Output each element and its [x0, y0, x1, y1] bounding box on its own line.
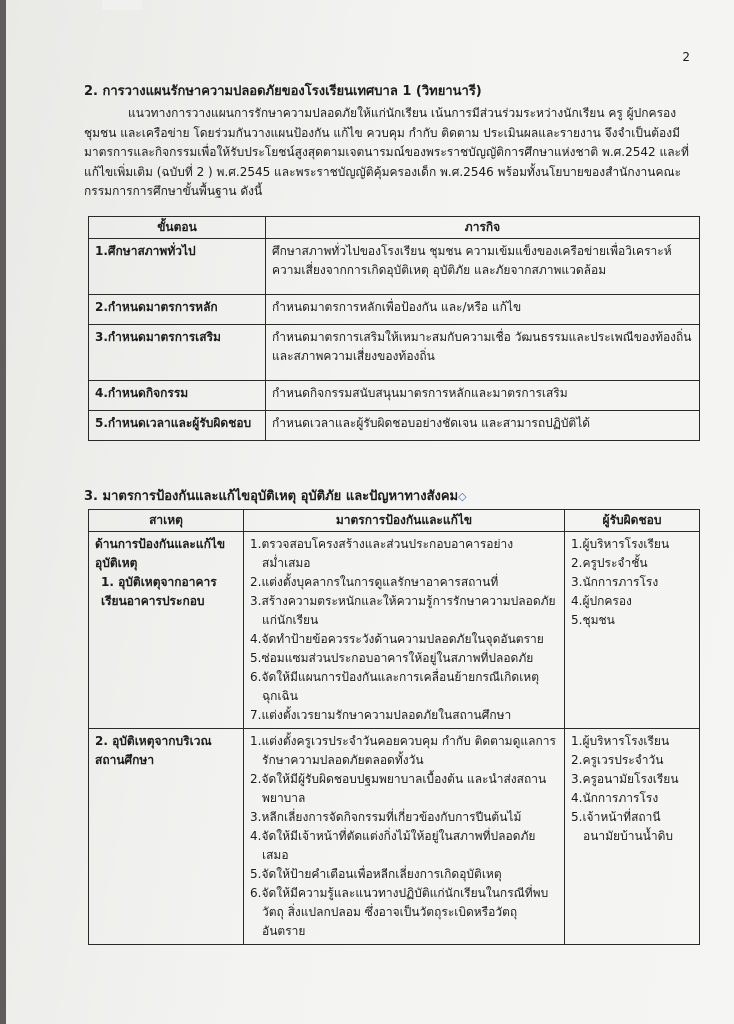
table-row: [89, 411, 700, 441]
measure-item: 5.ซ่อมแซมส่วนประกอบอาคารให้อยู่ในสภาพที่ปลอดภัย: [250, 651, 534, 665]
cause-cell: [89, 729, 244, 945]
responsible-item: 2.ครูเวรประจำวัน: [571, 753, 664, 767]
section3-heading-text: 3. มาตรการป้องกันและแก้ไขอุบัติเหตุ อุบัติภัย และปัญหาทางสังคม: [84, 489, 459, 504]
responsible-item: 3.ครูอนามัยโรงเรียน: [571, 772, 679, 786]
measures-table: [88, 509, 700, 945]
table-row: [89, 325, 700, 381]
steps-table: [88, 216, 700, 441]
responsible-cell: [565, 532, 700, 729]
diamond-icon: ◇: [458, 490, 467, 503]
responsible-item: 5.เจ้าหน้าที่สถานีอนามัยบ้านน้ำดิบ: [571, 810, 673, 843]
measure-item: 1.ตรวจสอบโครงสร้างและส่วนประกอบอาคารอย่างสม่ำเสมอ: [250, 537, 514, 570]
measure-item: 6.จัดให้มีความรู้และแนวทางปฏิบัติแก่นักเรียนในกรณีที่พบวัตถุ สิ่งแปลกปลอม ซึ่งอาจเป็นวัตถุระเบิดหรือวัตถุอันตราย: [250, 886, 549, 938]
section2-paragraph: แนวทางการวางแผนการรักษาความปลอดภัยให้แก่นักเรียน เน้นการมีส่วนร่วมระหว่างนักเรียน ครู ผู้ปกครอง ชุมชน และเครือข่าย โดยร่วมกันวางแผนป้องกัน แก้ไข ควบคุม กำกับ ติดตาม ประเมินผลและรายงาน จึงจำเป็นต้องมีมาตรการและกิจกรรมเพื่อให้รับประโยชน์สูงสุดตามเจตนารมณ์ของพระราชบัญญัติการศึกษาแห่งชาติ พ.ศ.2542 และที่แก้ไขเพิ่มเติม (ฉบับที่ 2 ) พ.ศ.2545 และพระราชบัญญัติคุ้มครองเด็ก พ.ศ.2546 พร้อมทั้งนโยบายของสำนักงานคณะกรรมการการศึกษาขั้นพื้นฐาน ดังนี้: [84, 106, 689, 199]
task-cell: กำหนดกิจกรรมสนับสนุนมาตรการหลักและมาตรการเสริม: [266, 381, 700, 411]
cause-subtitle: 2. อุบัติเหตุจากบริเวณสถานศึกษา: [95, 734, 212, 767]
measure-item: 2.จัดให้มีผู้รับผิดชอบปฐมพยาบาลเบื้องต้น และนำส่งสถานพยาบาล: [250, 772, 547, 805]
responsible-item: 4.ผู้ปกครอง: [571, 594, 632, 608]
responsible-cell: [565, 729, 700, 945]
section3-heading: [84, 485, 467, 506]
page-fold: [102, 0, 142, 10]
task-cell: กำหนดเวลาและผู้รับผิดชอบอย่างชัดเจน และสามารถปฏิบัติได้: [266, 411, 700, 441]
table-row: [89, 532, 700, 729]
header-measures: มาตรการป้องกันและแก้ไข: [244, 510, 565, 532]
steps-table-header: [89, 217, 700, 239]
table-row: [89, 381, 700, 411]
table-row: [89, 239, 700, 295]
measures-cell: [244, 532, 565, 729]
measure-item: 3.สร้างความตระหนักและให้ความรู้การรักษาความปลอดภัยแก่นักเรียน: [250, 594, 556, 627]
responsible-item: 4.นักการภารโรง: [571, 791, 659, 805]
task-cell: กำหนดมาตรการหลักเพื่อป้องกัน และ/หรือ แก้ไข: [266, 295, 700, 325]
step-cell: 3.กำหนดมาตรการเสริม: [89, 325, 266, 381]
responsible-item: 5.ชุมชน: [571, 613, 615, 627]
measure-item: 6.จัดให้มีแผนการป้องกันและการเคลื่อนย้ายกรณีเกิดเหตุฉุกเฉิน: [250, 670, 540, 703]
measure-item: 2.แต่งตั้งบุคลากรในการดูแลรักษาอาคารสถานที่: [250, 575, 499, 589]
responsible-item: 1.ผู้บริหารโรงเรียน: [571, 537, 670, 551]
measure-item: 3.หลีกเลี่ยงการจัดกิจกรรมที่เกี่ยวข้องกับการปีนต้นไม้: [250, 810, 522, 824]
section2-heading: 2. การวางแผนรักษาความปลอดภัยของโรงเรียนเทศบาล 1 (วิทยานารี): [84, 84, 482, 99]
measure-item: 5.จัดให้ป้ายคำเตือนเพื่อหลีกเลี่ยงการเกิดอุบัติเหตุ: [250, 867, 502, 881]
page-number: 2: [682, 50, 690, 64]
responsible-item: 3.นักการภารโรง: [571, 575, 659, 589]
responsible-item: 2.ครูประจำชั้น: [571, 556, 648, 570]
task-cell: กำหนดมาตรการเสริมให้เหมาะสมกับความเชื่อ วัฒนธรรมและประเพณีของท้องถิ่น และสภาพความเสี่ยงของท้องถิ่น: [266, 325, 700, 381]
step-cell: 5.กำหนดเวลาและผู้รับผิดชอบ: [89, 411, 266, 441]
measure-item: 4.จัดทำป้ายข้อควรระวังด้านความปลอดภัยในจุดอันตราย: [250, 632, 544, 646]
measures-table-header: [89, 510, 700, 532]
step-cell: 4.กำหนดกิจกรรม: [89, 381, 266, 411]
measure-item: 7.แต่งตั้งเวรยามรักษาความปลอดภัยในสถานศึกษา: [250, 708, 512, 722]
document-page: [6, 0, 734, 1024]
measures-cell: [244, 729, 565, 945]
header-cause: สาเหตุ: [89, 510, 244, 532]
steps-header-step: ขั้นตอน: [89, 217, 266, 239]
responsible-item: 1.ผู้บริหารโรงเรียน: [571, 734, 670, 748]
task-cell: ศึกษาสภาพทั่วไปของโรงเรียน ชุมชน ความเข้มแข็งของเครือข่ายเพื่อวิเคราะห์ความเสี่ยงจากการเกิดอุบัติเหตุ อุบัติภัย และภัยจากสภาพแวดล้อม: [266, 239, 700, 295]
steps-header-task: ภารกิจ: [266, 217, 700, 239]
cause-title: ด้านการป้องกันและแก้ไขอุบัติเหตุ: [95, 537, 226, 570]
header-responsible: ผู้รับผิดชอบ: [565, 510, 700, 532]
step-cell: 2.กำหนดมาตรการหลัก: [89, 295, 266, 325]
cause-subtitle: 1. อุบัติเหตุจากอาคารเรียนอาคารประกอบ: [101, 575, 217, 608]
cause-cell: [89, 532, 244, 729]
measure-item: 1.แต่งตั้งครูเวรประจำวันคอยควบคุม กำกับ ติดตามดูแลการรักษาความปลอดภัยตลอดทั้งวัน: [250, 734, 556, 767]
table-row: [89, 729, 700, 945]
step-cell: 1.ศึกษาสภาพทั่วไป: [89, 239, 266, 295]
measure-item: 4.จัดให้มีเจ้าหน้าที่ตัดแต่งกิ่งไม้ให้อยู่ในสภาพที่ปลอดภัยเสมอ: [250, 829, 536, 862]
table-row: [89, 295, 700, 325]
